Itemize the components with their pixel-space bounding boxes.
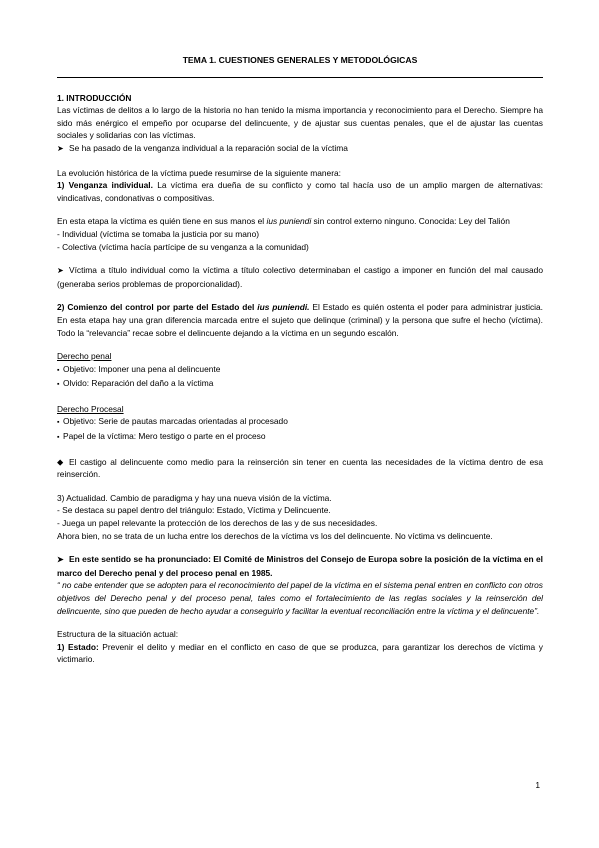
document-title: TEMA 1. CUESTIONES GENERALES Y METODOLÓGICAS	[182, 55, 418, 65]
derecho-penal-item: ▪ Olvido: Reparación del daño a la víctima	[57, 377, 543, 392]
stage-3-heading: 3) Actualidad. Cambio de paradigma y hay una nueva visión de la víctima.	[57, 492, 332, 503]
intro-heading: 1. INTRODUCCIÓN	[57, 92, 132, 103]
stage-3-paragraph: Ahora bien, no se trata de un lucha entre los derechos de la víctima vs los del delincuente. No víctima vs delincuente.	[57, 530, 493, 541]
square-bullet-icon: ▪	[57, 419, 60, 427]
stage-3-list-item: - Juega un papel relevante la protección de los derechos de las y de sus necesidades.	[57, 518, 378, 529]
structure-heading: Estructura de la situación actual:	[57, 629, 179, 640]
arrow-bullet-icon: ➤	[57, 555, 64, 565]
arrow-bullet-icon: ➤	[57, 266, 64, 276]
square-bullet-icon: ▪	[57, 434, 60, 442]
derecho-procesal-item: ▪ Papel de la víctima: Mero testigo o parte en el proceso	[57, 430, 543, 445]
page-content	[57, 54, 543, 666]
square-bullet-icon: ▪	[57, 381, 60, 389]
derecho-procesal-item: ▪ Objetivo: Serie de pautas marcadas orientadas al procesado	[57, 415, 543, 430]
square-bullet-icon: ▪	[57, 366, 60, 374]
intro-paragraph: Las víctimas de delitos a lo largo de la historia no han tenido la misma importancia y reconocimiento para el Derecho. Siempre ha sido más enérgico el empeño por ocuparse del delincuente, y de ajustar sus cuentas penales, que el de ajustar las cuentas sociales y solidarias con las víctimas.	[57, 105, 543, 141]
stage-1-list-item: - Colectiva (víctima hacía partícipe de su venganza a la comunidad)	[57, 241, 309, 252]
structure-item-1: 1) Estado: Prevenir el delito y mediar en el conflicto en caso de que se produzca, para garantizar los derechos de víctima y victimario.	[57, 641, 543, 665]
page-number: 1	[535, 780, 540, 790]
stage-1-detail: En esta etapa la víctima es quién tiene en sus manos el ius puniendi sin control externo ninguno. Conocida: Ley del Talión	[57, 216, 510, 227]
derecho-procesal-note: ⬥ El castigo al delincuente como medio para la reinserción sin tener en cuenta las necesidades de la víctima dentro de esa reinserción.	[57, 456, 543, 480]
derecho-penal-item: ▪ Objetivo: Imponer una pena al delincuente	[57, 363, 543, 378]
derecho-procesal-heading: Derecho Procesal	[57, 403, 124, 414]
stage-1-note: ➤ Víctima a título individual como la víctima a título colectivo determinaban el castigo a imponer en función del mal causado (generaba serios problemas de proporcionalidad).	[57, 265, 543, 289]
intro-summary: ➤ Se ha pasado de la venganza individual a la reparación social de la víctima	[57, 142, 543, 156]
stage-3-list-item: - Se destaca su papel dentro del triángulo: Estado, Víctima y Delincuente.	[57, 505, 331, 516]
council-quote: “ no cabe entender que se adopten para el reconocimiento del papel de la víctima en el sistema penal entren en conflicto con otros objetivos del Derecho penal y del proceso penal, tales como el fortalecimiento de las reglas sociales y la reinserción del delincuente, sino que pueden de hecho ayudar a conseguirlo y facilitar la eventual reconciliación entre la víctima y el delincuente”.	[57, 580, 543, 616]
stage-2-paragraph: 2) Comienzo del control por parte del Estado del ius puniendi. El Estado es quién ostenta el poder para administrar justicia. En esta etapa hay una gran diferencia marcada entre el sujeto que delinque (criminal) y la persona que sufre el hecho (víctima). Todo la “relevancia” recae sobre el delincuente dejando a la víctima en un segundo escalón.	[57, 302, 543, 338]
stage-3-note: ➤ En este sentido se ha pronunciado: El Comité de Ministros del Consejo de Europa sobre la posición de la víctima en el marco del Derecho penal y del proceso penal en 1985.	[57, 554, 543, 578]
derecho-penal-heading: Derecho penal	[57, 351, 112, 362]
stage-1-list-item: - Individual (víctima se tomaba la justicia por su mano)	[57, 228, 260, 239]
diamond-bullet-icon: ⬥	[57, 456, 64, 467]
evolution-lead: La evolución histórica de la víctima puede resumirse de la siguiente manera:	[57, 167, 341, 178]
stage-1-paragraph: 1) Venganza individual. La víctima era dueña de su conflicto y como tal hacía uso de un amplio margen de alternativas: vindicativas, condonativas o compositivas.	[57, 180, 543, 203]
arrow-bullet-icon: ➤	[57, 143, 64, 153]
stage-1-heading: 1) Venganza individual.	[57, 180, 153, 191]
